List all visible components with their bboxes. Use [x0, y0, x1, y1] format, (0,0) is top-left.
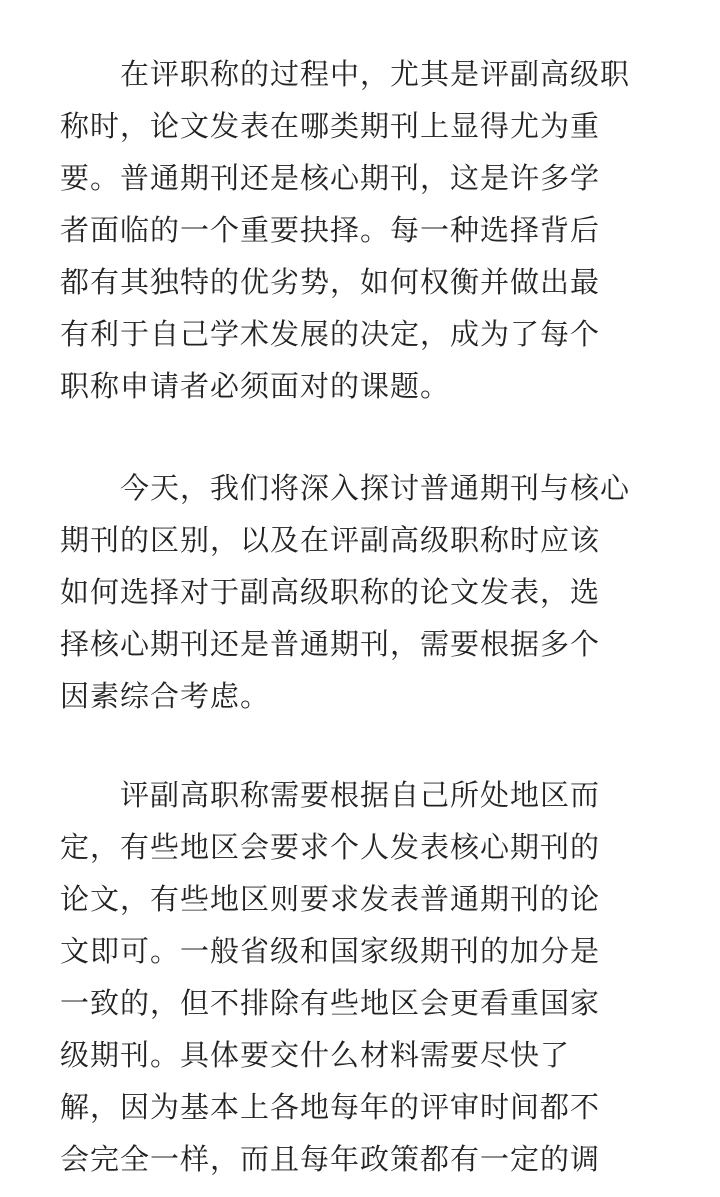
article-body: [60, 48, 660, 1185]
text-line: 文即可。一般省级和国家级期刊的加分是: [60, 934, 601, 968]
text-line: 今天，我们将深入探讨普通期刊与核心: [120, 471, 631, 505]
text-line: 要。普通期刊还是核心期刊，这是许多学: [60, 161, 601, 195]
text-line: 如何选择对于副高级职称的论文发表，选: [60, 575, 601, 609]
text-line: 者面临的一个重要抉择。每一种选择背后: [60, 213, 601, 247]
text-line: 职称申请者必须面对的课题。: [60, 369, 451, 403]
paragraph-3: [60, 769, 660, 1185]
text-line: 一致的，但不排除有些地区会更看重国家: [60, 986, 601, 1020]
text-line: 在评职称的过程中，尤其是评副高级职: [120, 57, 631, 91]
text-line: 级期刊。具体要交什么材料需要尽快了: [60, 1038, 571, 1072]
text-line: 因素综合考虑。: [60, 679, 271, 713]
text-line: 择核心期刊还是普通期刊，需要根据多个: [60, 627, 601, 661]
text-line: 都有其独特的优劣势，如何权衡并做出最: [60, 265, 601, 299]
text-line: 称时，论文发表在哪类期刊上显得尤为重: [60, 109, 601, 143]
text-line: 评副高职称需要根据自己所处地区而: [120, 778, 601, 812]
paragraph-2: [60, 462, 660, 722]
text-line: 定，有些地区会要求个人发表核心期刊的: [60, 830, 601, 864]
text-line: 会完全一样，而且每年政策都有一定的调: [60, 1142, 601, 1176]
text-line: 期刊的区别，以及在评副高级职称时应该: [60, 523, 601, 557]
text-line: 论文，有些地区则要求发表普通期刊的论: [60, 882, 601, 916]
text-line: 解，因为基本上各地每年的评审时间都不: [60, 1090, 601, 1124]
paragraph-1: [60, 48, 660, 412]
text-line: 有利于自己学术发展的决定，成为了每个: [60, 317, 601, 351]
